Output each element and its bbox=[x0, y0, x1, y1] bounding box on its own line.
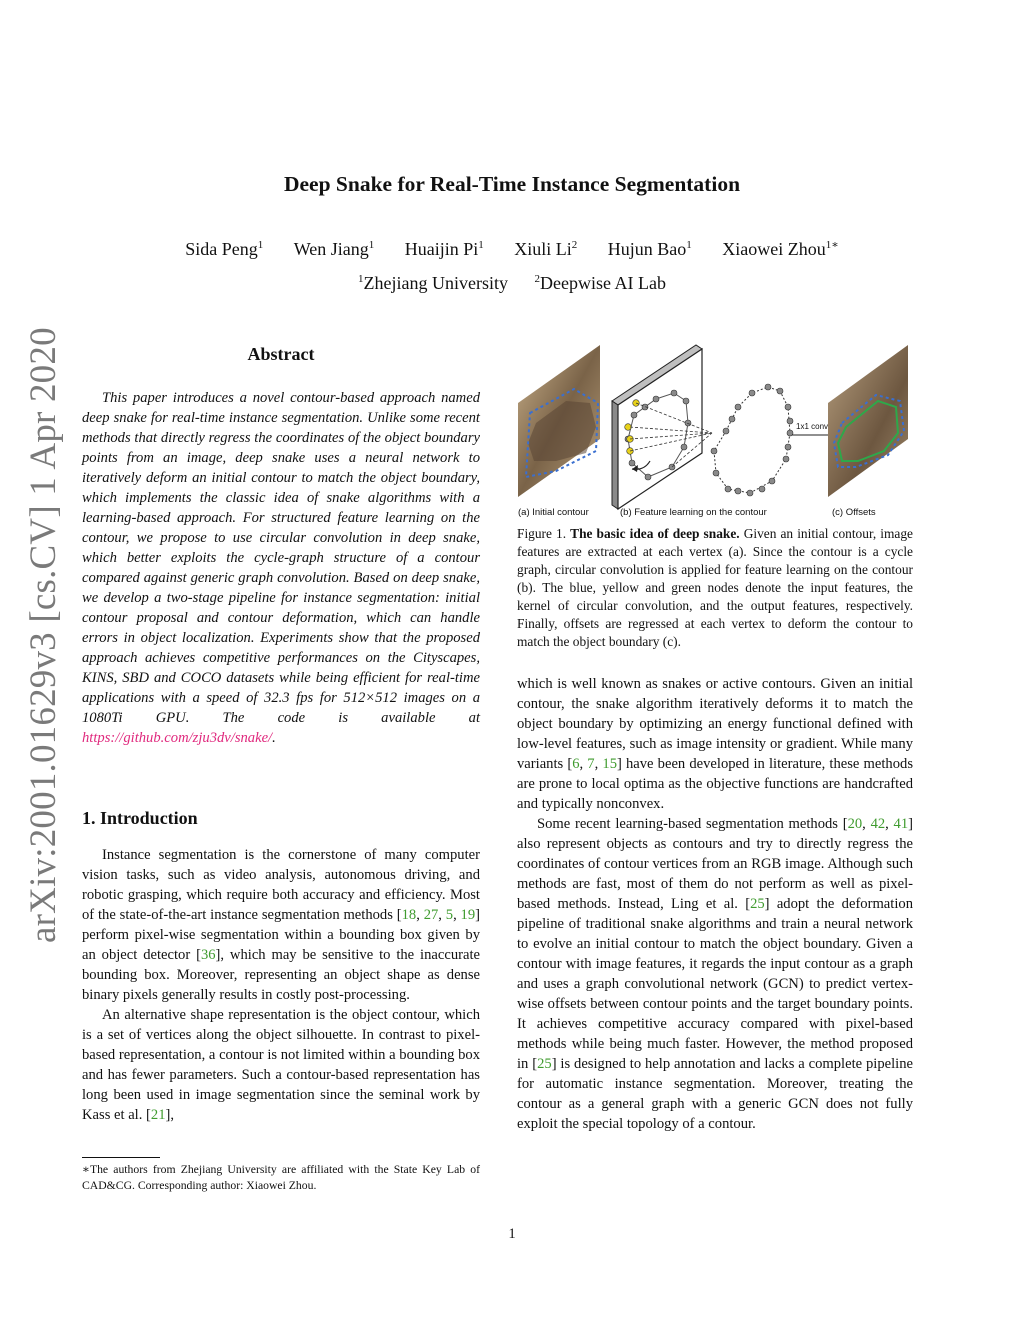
footnote: ∗The authors from Zhejiang University are affiliated with the State Key Lab of CAD&CG. Corresponding author: Xiaowei Zhou. bbox=[82, 1163, 480, 1192]
abstract-heading: Abstract bbox=[247, 344, 315, 364]
author: Wen Jiang$^1$ bbox=[293, 239, 375, 259]
page-number: 1 bbox=[508, 1226, 516, 1242]
author: Hujun Bao$^1$ bbox=[607, 239, 692, 259]
arxiv-identifier: arXiv:2001.01629v3 [cs.CV] 1 Apr 2020 bbox=[23, 327, 64, 943]
citation-link[interactable]: 15 bbox=[602, 756, 617, 772]
citation-link[interactable]: 25 bbox=[537, 1056, 552, 1072]
figure-1-caption: Figure 1. The basic idea of deep snake. Given an initial contour, image features are extracted at each vertex (a). Since the contour is a cycle graph, circular convolution is applied for feature learning on the contour (b). The blue, yellow and green nodes denote the input features, the kernel of circular convolution, and the output features, respectively. Finally, offsets are regressed at each vertex to deform the contour to match the object boundary (c). bbox=[517, 526, 913, 649]
affiliation: $^2$Deepwise AI Lab bbox=[534, 273, 666, 293]
code-link[interactable]: https://github.com/zju3dv/snake/ bbox=[82, 730, 273, 746]
author: Sida Peng$^1$ bbox=[185, 239, 264, 259]
author: Xiuli Li$^2$ bbox=[514, 239, 578, 259]
figure-1-illustration bbox=[516, 343, 912, 523]
citation-link[interactable]: 18 bbox=[401, 907, 417, 923]
label-offsets: (c) Offsets bbox=[832, 507, 876, 518]
citation-link[interactable]: 21 bbox=[150, 1107, 166, 1123]
citation-link[interactable]: 27 bbox=[423, 907, 439, 923]
section-heading-introduction: 1. Introduction bbox=[82, 808, 198, 828]
label-feature-learning: (b) Feature learning on the contour bbox=[620, 507, 767, 518]
right-paragraph-2: Some recent learning-based segmentation methods [20, 42, 41] also represent objects as contours and try to directly regress the coordinates of contour vertices from an RGB image. Although such methods are fast, most of them do not perform as well as pixel-based methods. Instead, Ling et al. [25] adopt the deformation pipeline of traditional snake algorithms and train a neural network to evolve an initial contour to match the object boundary. Given a contour with image features, it regards the input contour as a graph and uses a graph convolutional network (GCN) to predict vertex-wise offsets between contour points and the target boundary points. It achieves competitive accuracy compared with pixel-based methods while being much faster. However, the method proposed in [25] is designed to help annotation and lacks a complete pipeline for automatic instance segmentation. Moreover, treating the contour as a general graph with a generic GCN does not fully exploit the special topology of a contour. bbox=[517, 816, 914, 1132]
introduction-body bbox=[82, 845, 480, 1125]
paper-title: Deep Snake for Real-Time Instance Segmentation bbox=[283, 172, 741, 196]
contour-graph-nodes bbox=[711, 384, 793, 496]
citation-link[interactable]: 42 bbox=[870, 816, 886, 832]
citation-link[interactable]: 25 bbox=[750, 896, 765, 912]
footnote-rule bbox=[82, 1157, 160, 1158]
intro-paragraph-2: An alternative shape representation is the object contour, which is a set of vertices along the object silhouette. In contrast to pixel-based representation, a contour is not limited within a bounding box and has fewer parameters. Such a contour-based representation has long been used in image segmentation since the seminal work by Kass et al. [21], bbox=[82, 1007, 480, 1123]
citation-link[interactable]: 41 bbox=[893, 816, 909, 832]
right-paragraph-1: which is well known as snakes or active contours. Given an initial contour, the snake algorithm iteratively deforms it to match the object boundary by optimizing an energy functional defined with low-level features, such as image intensity or gradient. While many variants [6, 7, 15] have been developed in literature, these methods are prone to local optima as the objective functions are handcrafted and typically nonconvex. bbox=[517, 676, 914, 812]
citation-link[interactable]: 5 bbox=[445, 907, 454, 923]
figure-1 bbox=[516, 343, 912, 523]
author: Xiaowei Zhou$^{1∗}$ bbox=[722, 239, 839, 259]
citation-link[interactable]: 19 bbox=[460, 907, 476, 923]
abstract-body: This paper introduces a novel contour-based approach named deep snake for real-time instance segmentation. Unlike some recent methods that directly regress the coordinates of the object boundary points from an image, deep snake uses a neural network to iteratively deform an initial contour to match the object boundary, which implements the classic idea of snake algorithms with a learning-based approach. For structured feature learning on the contour, we propose to use circular convolution in deep snake, which better exploits the cycle-graph structure of a contour compared against generic graph convolution. Based on deep snake, we develop a two-stage pipeline for instance segmentation: initial contour proposal and contour deformation, which can handle errors in object localization. Experiments show that the proposed approach achieves competitive performances on the Cityscapes, KINS, SBD and COCO datasets while being efficient for real-time applications with a speed of 32.3 fps for 512×512 images on a 1080Ti GPU. The code is available at https://github.com/zju3dv/snake/. bbox=[82, 390, 480, 746]
conv-label: 1x1 conv bbox=[796, 422, 829, 431]
contour-graph bbox=[714, 387, 790, 493]
right-column-body bbox=[517, 674, 913, 1134]
intro-paragraph-1: Instance segmentation is the cornerstone of many computer vision tasks, such as video analysis, autonomous driving, and robotic grasping, which require both accuracy and efficiency. Most of the state-of-the-art instance segmentation methods [18, 27, 5, 19] perform pixel-wise segmentation within a bounding box given by an object detector [36], which may be sensitive to the inaccurate bounding box. Moreover, representing an object shape as dense binary pixels generally results in costly post-processing. bbox=[82, 847, 481, 1003]
affiliation: $^1$Zhejiang University bbox=[358, 273, 508, 293]
citation-link[interactable]: 6 bbox=[572, 756, 580, 772]
author-list bbox=[0, 239, 1024, 260]
cat-image-c bbox=[828, 345, 908, 497]
label-initial-contour: (a) Initial contour bbox=[518, 507, 589, 518]
affiliation-list bbox=[0, 273, 1024, 294]
author: Huaijin Pi$^1$ bbox=[404, 239, 484, 259]
citation-link[interactable]: 7 bbox=[587, 756, 595, 772]
citation-link[interactable]: 36 bbox=[200, 947, 216, 963]
citation-link[interactable]: 20 bbox=[847, 816, 863, 832]
